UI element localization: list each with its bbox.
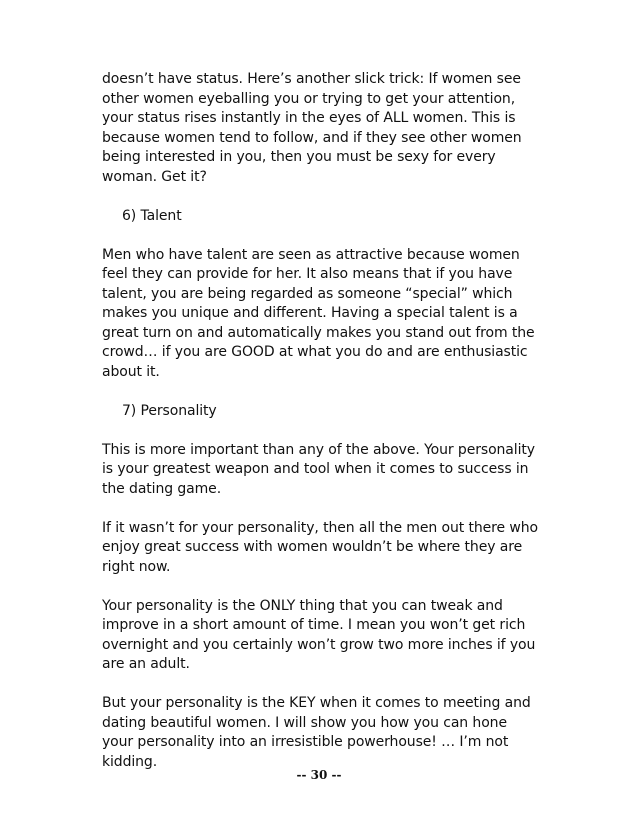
- page-body: [102, 70, 542, 792]
- heading-personality: 7) Personality: [122, 402, 217, 419]
- paragraph-personality-tweak: Your personality is the ONLY thing that you can tweak and improve in a short amount of time. I mean you won’t get rich overnight and you certainly won’t grow two more inches if you are an adult.: [102, 597, 536, 672]
- paragraph-personality-key: But your personality is the KEY when it comes to meeting and dating beautiful women. I will show you how you can hone your personality into an irresistible powerhouse! … I’m not kidding.: [102, 695, 531, 770]
- paragraph-status-trick: doesn’t have status. Here’s another slick trick: If women see other women eyeballing you or trying to get your attention, your status rises instantly in the eyes of ALL women. This is because women tend to follow, and if they see other women being interested in you, then you must be sexy for every woman. Get it?: [102, 71, 522, 185]
- paragraph-talent: Men who have talent are seen as attractive because women feel they can provide for her. It also means that if you have talent, you are being regarded as someone “special” which makes you unique and different. Having a special talent is a great turn on and automatically makes you stand out from the crowd… if you are GOOD at what you do and are enthusiastic about it.: [102, 246, 535, 380]
- paragraph-personality-importance: This is more important than any of the above. Your personality is your greatest weapon and tool when it comes to success in the dating game.: [102, 441, 535, 497]
- paragraph-personality-success: If it wasn’t for your personality, then all the men out there who enjoy great success with women wouldn’t be where they are right now.: [102, 519, 538, 575]
- heading-talent: 6) Talent: [122, 207, 182, 224]
- page-number: -- 30 --: [296, 768, 342, 782]
